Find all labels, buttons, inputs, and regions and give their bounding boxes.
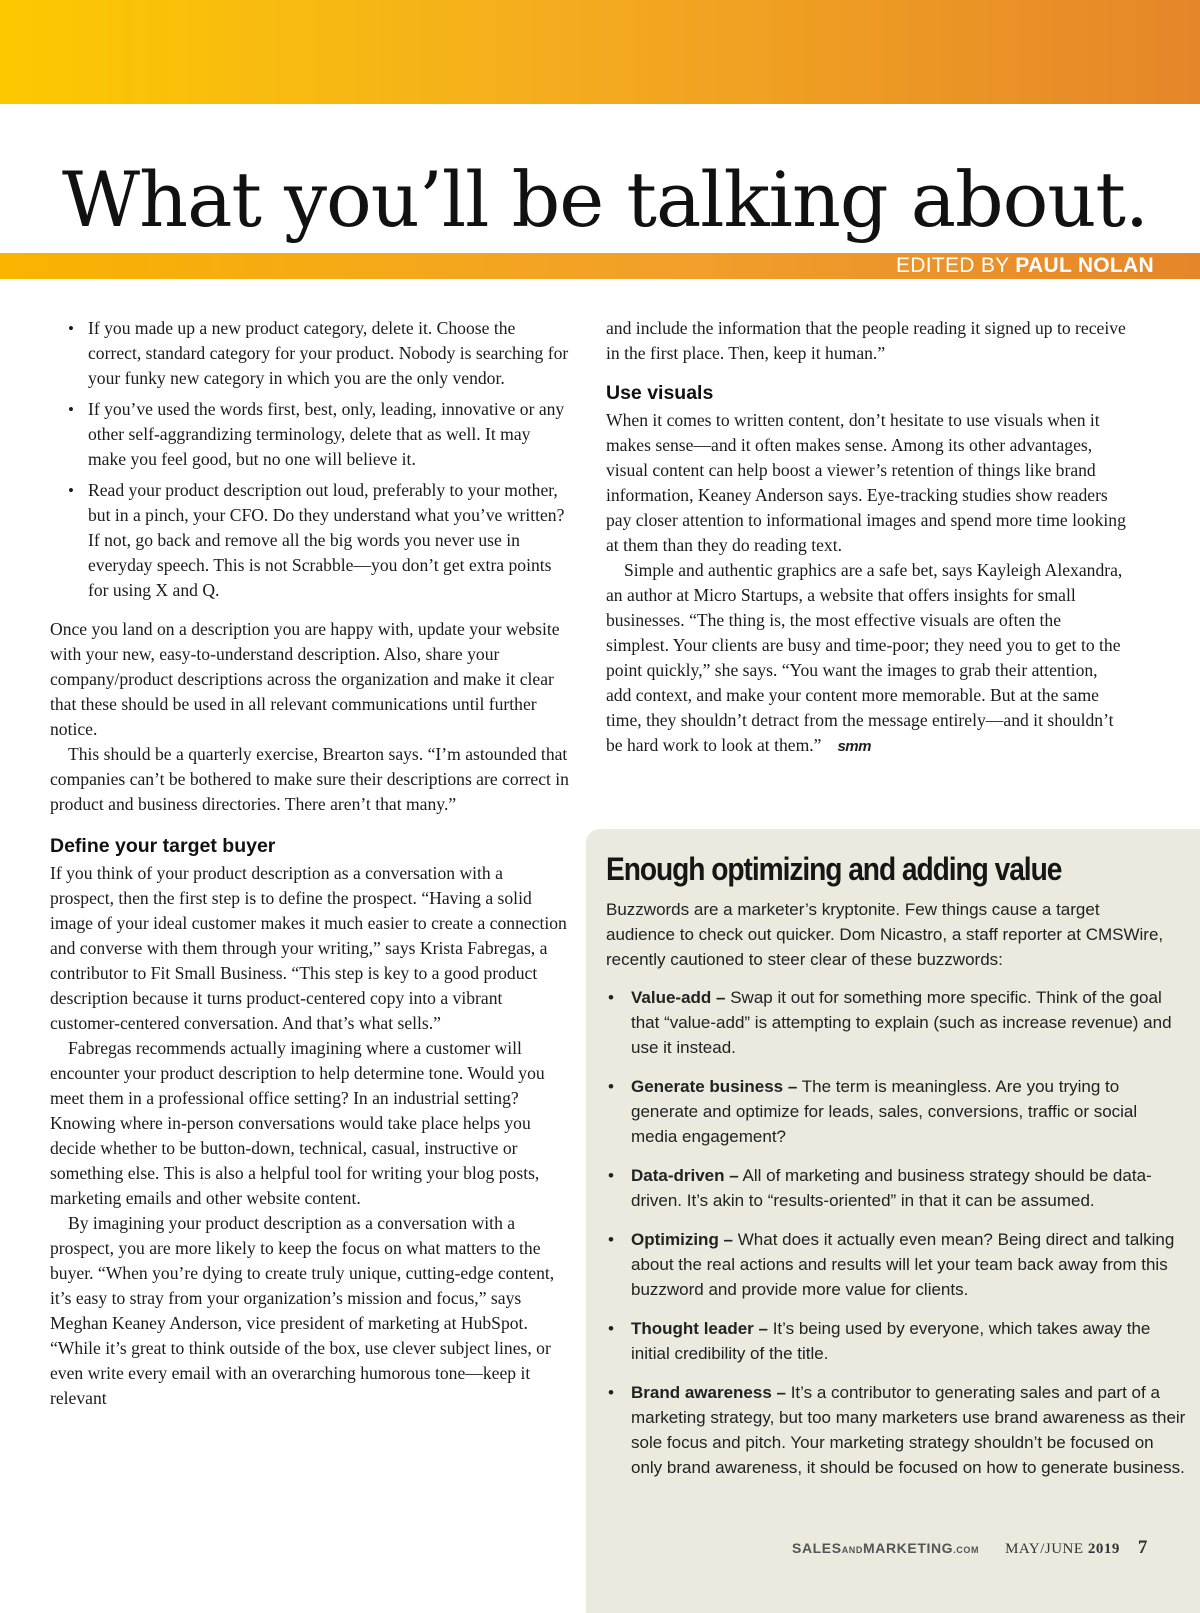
buzzword-term: Thought leader – [631, 1319, 768, 1338]
bullet-icon: • [608, 1230, 614, 1249]
list-item: • Optimizing – What does it actually even mean? Being direct and talking about the real actions and results will let your team back away from this buzzword and provide more value for clients. [606, 1227, 1186, 1302]
bullet-icon: • [608, 1319, 614, 1338]
list-item: • Value-add – Swap it out for something more specific. Think of the goal that “value-add” is attempting to explain (such as increase revenue) and use it instead. [606, 985, 1186, 1060]
right-column [606, 316, 1126, 759]
editor-credit [896, 253, 1154, 279]
page-title: What you’ll be talking about. [62, 155, 1149, 244]
body-paragraph: Simple and authentic graphics are a safe bet, says Kayleigh Alexandra, an author at Micro Startups, a website that offers insights for small businesses. “The thing is, the most effective visuals are often the simplest. Your clients are busy and time-poor; they need you to get to the point quickly,” she says. “You want the images to grab their attention, add context, and make your content more memorable. But at the same time, they shouldn’t detract from the message entirely—and it shouldn’t be hard work to look at them.” smm [606, 560, 1123, 755]
section-heading: Define your target buyer [50, 835, 276, 857]
bullet-icon: • [608, 1077, 614, 1096]
buzzword-list [606, 985, 1186, 1494]
issue-date: MAY/JUNE 2019 [1005, 1541, 1120, 1557]
bullet-icon: • [68, 400, 74, 419]
publication-brand: SALESANDMARKETING.COM [792, 1540, 980, 1556]
bullet-icon: • [68, 481, 74, 500]
list-item: • If you’ve used the words first, best, only, leading, innovative or any other self-aggrandizing terminology, delete that as well. It may make you feel good, but no one will believe it. [68, 399, 565, 469]
editor-band [0, 253, 1200, 279]
tips-list [50, 316, 570, 603]
body-paragraph: and include the information that the people reading it signed up to receive in the first place. Then, keep it human.” [606, 318, 1126, 363]
section-heading: Use visuals [606, 382, 714, 404]
bullet-icon: • [608, 1166, 614, 1185]
page-number: 7 [1137, 1537, 1148, 1558]
left-column [50, 316, 570, 1411]
body-paragraph: If you think of your product description as a conversation with a prospect, then the first step is to define the prospect. “Having a solid image of your ideal customer makes it much easier to create a connection and converse with them through your writing,” says Krista Fabregas, a contributor to Fit Small Business. “This step is key to a good product description because it turns product-centered copy into a vibrant customer-centered conversation. And that’s what sells.” [50, 863, 567, 1033]
bullet-icon: • [68, 319, 74, 338]
list-item: • Thought leader – It’s being used by everyone, which takes away the initial credibility of the title. [606, 1316, 1186, 1366]
body-paragraph: This should be a quarterly exercise, Brearton says. “I’m astounded that companies can’t be bothered to make sure their descriptions are correct in product and business directories. There aren’t that many.” [50, 744, 569, 814]
bullet-icon: • [608, 988, 614, 1007]
top-color-band [0, 0, 1200, 104]
end-mark: smm [837, 738, 871, 755]
list-item: • Brand awareness – It’s a contributor to generating sales and part of a marketing strategy, but too many marketers use brand awareness as their sole focus and pitch. Your marketing strategy shouldn’t be focused on only brand awareness, it should be focused on how to generate business. [606, 1380, 1186, 1480]
sidebar-intro: Buzzwords are a marketer’s kryptonite. Few things cause a target audience to check out quicker. Dom Nicastro, a staff reporter at CMSWire, recently cautioned to steer clear of these buzzwords: [606, 900, 1164, 969]
sidebar-title: Enough optimizing and adding value [606, 851, 1062, 887]
body-paragraph: Fabregas recommends actually imagining where a customer will encounter your product description to help determine tone. Would you meet them in a professional office setting? In an industrial setting? Knowing where in-person conversations would take place helps you decide whether to be button-down, technical, casual, instructive or something else. This is also a helpful tool for writing your blog posts, marketing emails and other website content. [50, 1038, 545, 1208]
page-footer [792, 1535, 1184, 1561]
body-paragraph: By imagining your product description as a conversation with a prospect, you are more likely to keep the focus on what matters to the buyer. “When you’re dying to create truly unique, cutting-edge content, it’s easy to stray from your organization’s mission and focus,” says Meghan Keaney Anderson, vice president of marketing at HubSpot. “While it’s great to think outside of the box, use clever subject lines, or even write every email with an overarching humorous tone—keep it relevant [50, 1213, 555, 1408]
list-item: • Read your product description out loud, preferably to your mother, but in a pinch, your CFO. Do they understand what you’ve written? If not, go back and remove all the big words you never use in everyday speech. This is not Scrabble—you don’t get extra points for using X and Q. [68, 480, 565, 600]
buzzword-term: Generate business – [631, 1077, 798, 1096]
body-paragraph: Once you land on a description you are happy with, update your website with your new, easy-to-understand description. Also, share your company/product descriptions across the organization and make it clear that these should be used in all relevant communications until further notice. [50, 619, 560, 739]
bullet-icon: • [608, 1383, 614, 1402]
buzzword-term: Data-driven – [631, 1166, 739, 1185]
buzzword-term: Brand awareness – [631, 1383, 786, 1402]
editor-name: PAUL NOLAN [1015, 254, 1154, 277]
buzzword-term: Value-add – [631, 988, 726, 1007]
list-item: • Generate business – The term is meaningless. Are you trying to generate and optimize for leads, sales, conversions, traffic or social media engagement? [606, 1074, 1186, 1149]
edited-by-label: EDITED BY [895, 254, 1010, 277]
list-item: • Data-driven – All of marketing and business strategy should be data-driven. It’s akin to “results-oriented” in that it can be assumed. [606, 1163, 1186, 1213]
buzzword-term: Optimizing – [631, 1230, 733, 1249]
list-item: • If you made up a new product category, delete it. Choose the correct, standard category for your product. Nobody is searching for your funky new category in which you are the only vendor. [68, 318, 569, 388]
buzzwords-sidebar [586, 829, 1200, 1613]
body-paragraph: When it comes to written content, don’t hesitate to use visuals when it makes sense—and it often makes sense. Among its other advantages, visual content can help boost a viewer’s retention of things like brand information, Keaney Anderson says. Eye-tracking studies show readers pay closer attention to informational images and spend more time looking at them than they do reading text. [606, 410, 1126, 555]
